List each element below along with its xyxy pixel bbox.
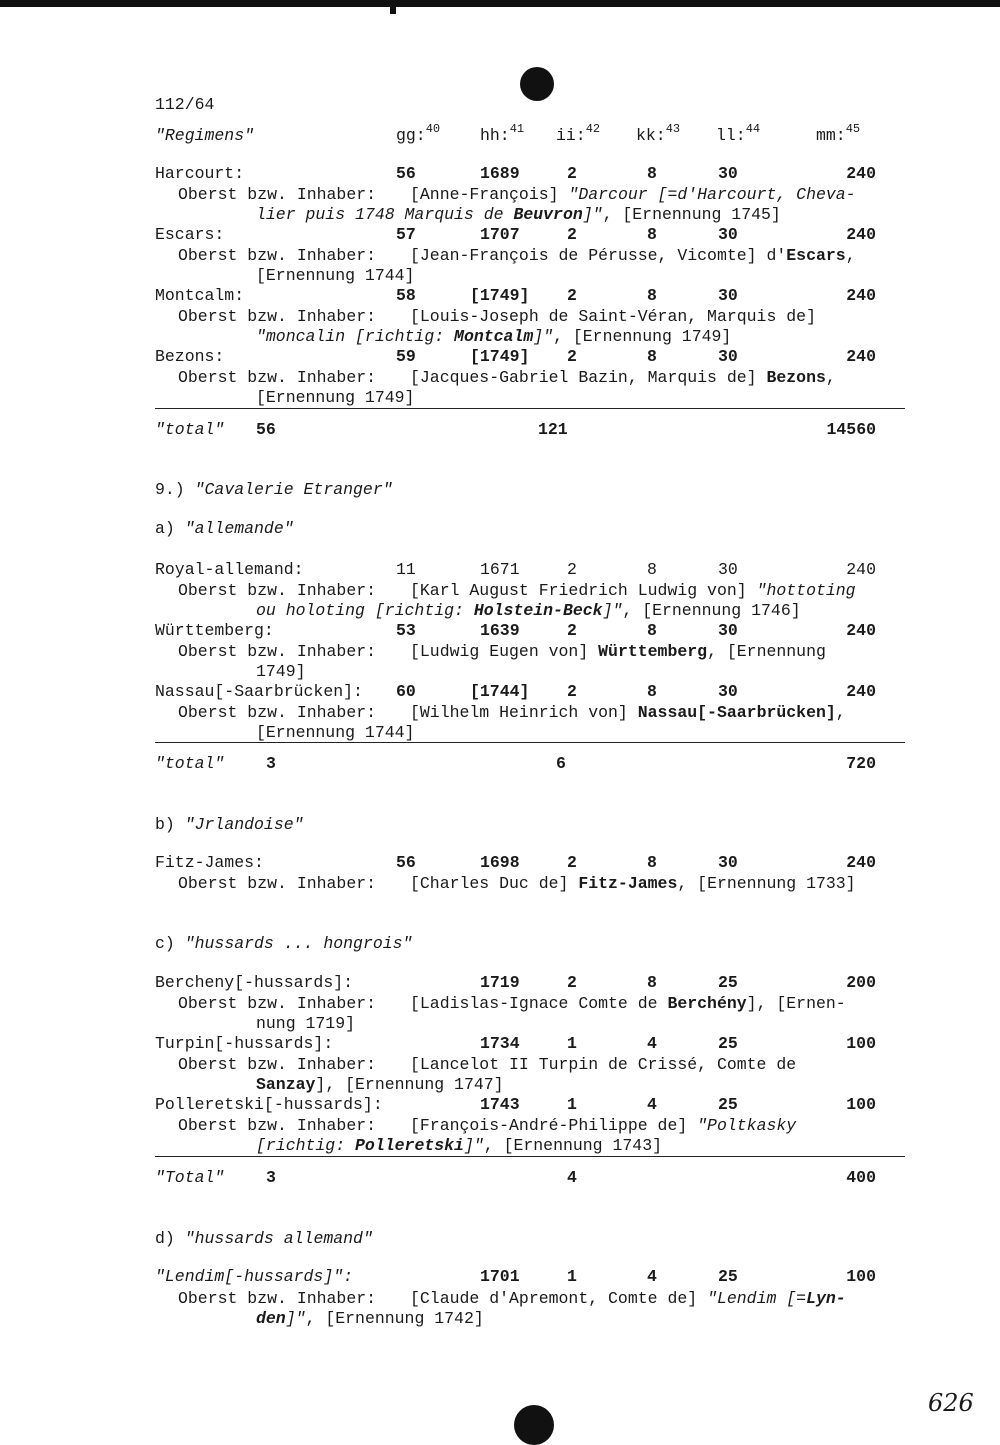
- note-line: [Karl August Friedrich Ludwig von] "hottoting: [410, 581, 856, 600]
- cell-gg: 53: [396, 621, 416, 640]
- cell-mm: 100: [846, 1034, 876, 1053]
- cell-kk: 8: [647, 682, 657, 701]
- note-prefix: Oberst bzw. Inhaber:: [178, 994, 377, 1013]
- total-gg: 3: [266, 754, 276, 773]
- total-label: "total": [155, 420, 225, 439]
- note-line: ou holoting [richtig: Holstein-Beck]", [Ernennung 1746]: [256, 601, 801, 620]
- cell-ll: 25: [718, 973, 738, 992]
- header-col-ii: ii:$^{42}$: [556, 122, 601, 145]
- note-prefix: Oberst bzw. Inhaber:: [178, 307, 377, 326]
- header-col-mm: mm:$^{45}$: [816, 122, 861, 145]
- row-name: Polleretski[-hussards]:: [155, 1095, 383, 1114]
- note-prefix: Oberst bzw. Inhaber:: [178, 581, 377, 600]
- cell-ll: 30: [718, 286, 738, 305]
- cell-hh: 1719: [480, 973, 520, 992]
- cell-ll: 25: [718, 1034, 738, 1053]
- row-name: Fitz-James:: [155, 853, 264, 872]
- row-name: Montcalm:: [155, 286, 245, 305]
- note-line: [Claude d'Apremont, Comte de] "Lendim [=Lyn-: [410, 1289, 846, 1308]
- cell-mm: 100: [846, 1267, 876, 1286]
- cell-ii: 2: [567, 621, 577, 640]
- cell-gg: 11: [396, 560, 416, 579]
- row-name: Royal-allemand:: [155, 560, 304, 579]
- cell-mm: 200: [846, 973, 876, 992]
- cell-ii: 2: [567, 286, 577, 305]
- handwritten-page-number: 626: [928, 1389, 974, 1417]
- note-line: [Ernennung 1744]: [256, 723, 415, 742]
- cell-mm: 240: [846, 164, 876, 183]
- cell-mm: 240: [846, 560, 876, 579]
- section-title: 9.) "Cavalerie Etranger": [155, 480, 393, 499]
- cell-ll: 30: [718, 621, 738, 640]
- cell-hh: 1639: [480, 621, 520, 640]
- cell-ii: 1: [567, 1267, 577, 1286]
- note-line: [Jacques-Gabriel Bazin, Marquis de] Bezons,: [410, 368, 836, 387]
- note-line: Sanzay], [Ernennung 1747]: [256, 1075, 504, 1094]
- cell-gg: 59: [396, 347, 416, 366]
- note-line: [Jean-François de Pérusse, Vicomte] d'Escars,: [410, 246, 856, 265]
- cell-hh: [1749]: [470, 286, 530, 305]
- section-divider: [155, 1156, 905, 1157]
- cell-ii: 2: [567, 973, 577, 992]
- cell-hh: 1734: [480, 1034, 520, 1053]
- row-name: Bezons:: [155, 347, 225, 366]
- cell-hh: 1707: [480, 225, 520, 244]
- note-line: [Wilhelm Heinrich von] Nassau[-Saarbrücken],: [410, 703, 846, 722]
- cell-ll: 30: [718, 853, 738, 872]
- row-name: Harcourt:: [155, 164, 245, 183]
- note-line: "moncalin [richtig: Montcalm]", [Ernennung 1749]: [256, 327, 732, 346]
- cell-gg: 57: [396, 225, 416, 244]
- cell-kk: 4: [647, 1267, 657, 1286]
- cell-hh: 1689: [480, 164, 520, 183]
- cell-kk: 8: [647, 286, 657, 305]
- cell-ii: 2: [567, 560, 577, 579]
- cell-kk: 8: [647, 853, 657, 872]
- note-line: [Anne-François] "Darcour [=d'Harcourt, Cheva-: [410, 185, 856, 204]
- header-col-gg: gg:$^{40}$: [396, 122, 441, 145]
- cell-kk: 4: [647, 1034, 657, 1053]
- cell-ll: 25: [718, 1267, 738, 1286]
- note-line: [Ernennung 1744]: [256, 266, 415, 285]
- note-line: [Lancelot II Turpin de Crissé, Comte de: [410, 1055, 797, 1074]
- total-gg: 3: [266, 1168, 276, 1187]
- cell-gg: 56: [396, 164, 416, 183]
- cell-kk: 8: [647, 347, 657, 366]
- note-line: nung 1719]: [256, 1014, 356, 1033]
- subsection-heading: a) "allemande": [155, 519, 294, 538]
- section-divider: [155, 408, 905, 409]
- cell-mm: 240: [846, 853, 876, 872]
- row-name: Bercheny[-hussards]:: [155, 973, 354, 992]
- note-prefix: Oberst bzw. Inhaber:: [178, 1289, 377, 1308]
- cell-gg: 56: [396, 853, 416, 872]
- cell-kk: 8: [647, 164, 657, 183]
- total-label: "total": [155, 754, 225, 773]
- subsection-heading: d) "hussards allemand": [155, 1229, 373, 1248]
- scan-top-notch: [390, 0, 396, 14]
- cell-hh: 1743: [480, 1095, 520, 1114]
- cell-hh: 1671: [480, 560, 520, 579]
- cell-gg: 58: [396, 286, 416, 305]
- cell-hh: 1701: [480, 1267, 520, 1286]
- note-prefix: Oberst bzw. Inhaber:: [178, 368, 377, 387]
- header-col-ll: ll:$^{44}$: [716, 122, 761, 145]
- total-mm: 14560: [826, 420, 876, 439]
- cell-mm: 240: [846, 621, 876, 640]
- row-name: Escars:: [155, 225, 225, 244]
- cell-ii: 2: [567, 164, 577, 183]
- subsection-heading: b) "Jrlandoise": [155, 815, 304, 834]
- note-line: [Ernennung 1749]: [256, 388, 415, 407]
- cell-ll: 30: [718, 347, 738, 366]
- cell-ll: 25: [718, 1095, 738, 1114]
- note-prefix: Oberst bzw. Inhaber:: [178, 874, 377, 893]
- cell-kk: 8: [647, 621, 657, 640]
- punch-hole-bottom: [514, 1405, 554, 1445]
- note-line: [Charles Duc de] Fitz-James, [Ernennung 1733]: [410, 874, 856, 893]
- note-line: [Ludwig Eugen von] Württemberg, [Ernennung: [410, 642, 826, 661]
- punch-hole-top: [520, 67, 554, 101]
- cell-mm: 100: [846, 1095, 876, 1114]
- header-label: "Regimens": [155, 126, 255, 145]
- section-divider: [155, 742, 905, 743]
- page-reference: 112/64: [155, 95, 215, 114]
- cell-mm: 240: [846, 682, 876, 701]
- note-line: lier puis 1748 Marquis de Beuvron]", [Ernennung 1745]: [256, 205, 781, 224]
- total-gg: 56: [256, 420, 276, 439]
- note-prefix: Oberst bzw. Inhaber:: [178, 185, 377, 204]
- total-mm: 720: [846, 754, 876, 773]
- cell-ll: 30: [718, 164, 738, 183]
- note-line: [richtig: Polleretski]", [Ernennung 1743]: [256, 1136, 662, 1155]
- scan-top-border: [0, 0, 1000, 7]
- cell-mm: 240: [846, 347, 876, 366]
- cell-kk: 4: [647, 1095, 657, 1114]
- cell-ii: 2: [567, 853, 577, 872]
- cell-hh: [1744]: [470, 682, 530, 701]
- note-line: [Louis-Joseph de Saint-Véran, Marquis de]: [410, 307, 816, 326]
- row-name: Nassau[-Saarbrücken]:: [155, 682, 363, 701]
- total-kk: 4: [567, 1168, 577, 1187]
- cell-hh: 1698: [480, 853, 520, 872]
- cell-ii: 2: [567, 347, 577, 366]
- note-prefix: Oberst bzw. Inhaber:: [178, 642, 377, 661]
- cell-kk: 8: [647, 225, 657, 244]
- cell-ll: 30: [718, 560, 738, 579]
- note-line: [Ladislas-Ignace Comte de Berchény], [Ernen-: [410, 994, 846, 1013]
- total-label: "Total": [155, 1168, 225, 1187]
- cell-ii: 2: [567, 682, 577, 701]
- cell-kk: 8: [647, 973, 657, 992]
- note-line: den]", [Ernennung 1742]: [256, 1309, 484, 1328]
- row-name: Württemberg:: [155, 621, 274, 640]
- cell-ii: 1: [567, 1095, 577, 1114]
- subsection-heading: c) "hussards ... hongrois": [155, 934, 413, 953]
- cell-ii: 1: [567, 1034, 577, 1053]
- cell-kk: 8: [647, 560, 657, 579]
- cell-ll: 30: [718, 682, 738, 701]
- note-prefix: Oberst bzw. Inhaber:: [178, 1055, 377, 1074]
- header-col-hh: hh:$^{41}$: [480, 122, 525, 145]
- cell-hh: [1749]: [470, 347, 530, 366]
- header-col-kk: kk:$^{43}$: [636, 122, 681, 145]
- total-mm: 400: [846, 1168, 876, 1187]
- note-line: [François-André-Philippe de] "Poltkasky: [410, 1116, 797, 1135]
- cell-ll: 30: [718, 225, 738, 244]
- total-kk: 6: [556, 754, 566, 773]
- note-prefix: Oberst bzw. Inhaber:: [178, 703, 377, 722]
- row-name: "Lendim[-hussards]":: [155, 1267, 354, 1286]
- note-line: 1749]: [256, 662, 306, 681]
- note-prefix: Oberst bzw. Inhaber:: [178, 1116, 377, 1135]
- cell-gg: 60: [396, 682, 416, 701]
- cell-ii: 2: [567, 225, 577, 244]
- cell-mm: 240: [846, 225, 876, 244]
- row-name: Turpin[-hussards]:: [155, 1034, 334, 1053]
- total-kk: 121: [538, 420, 568, 439]
- cell-mm: 240: [846, 286, 876, 305]
- note-prefix: Oberst bzw. Inhaber:: [178, 246, 377, 265]
